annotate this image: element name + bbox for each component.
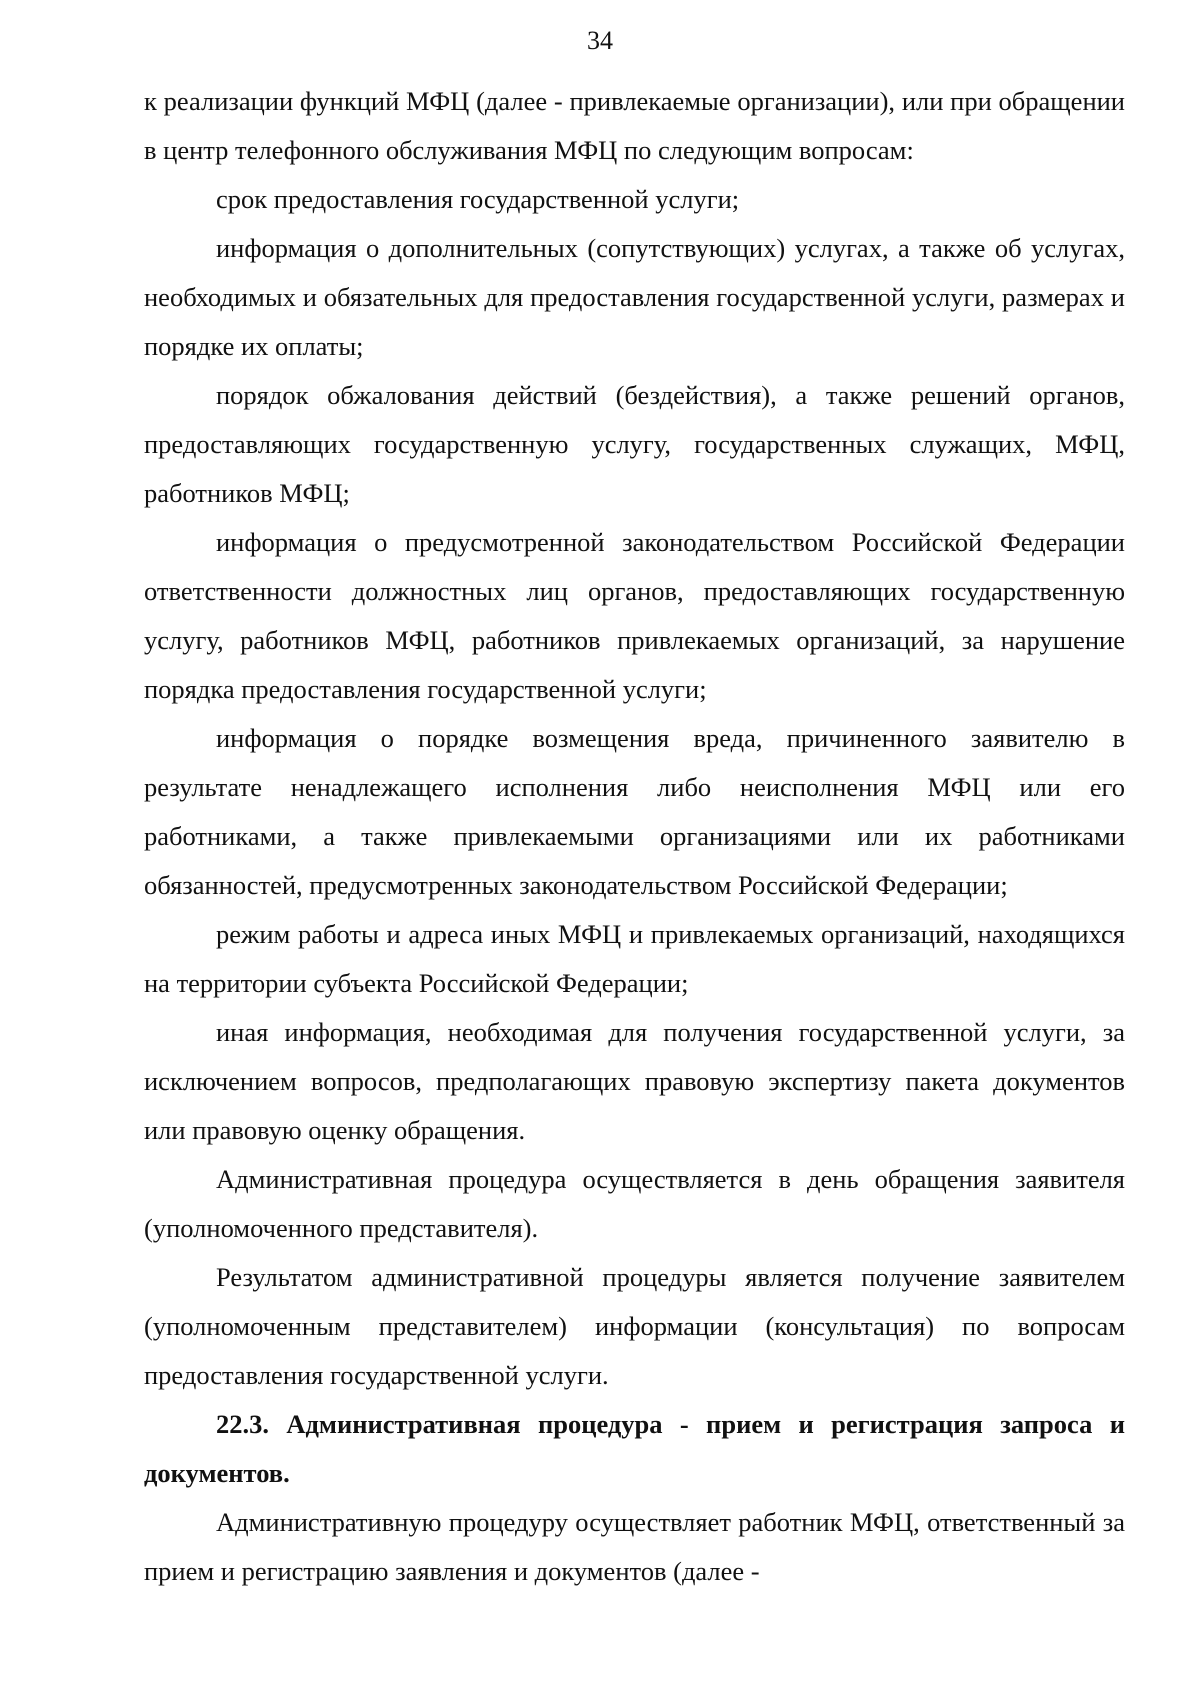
- paragraph-procedure-result: Результатом административной процедуры является получение заявителем (уполномоченным представителем) информации (консультация) по вопросам предоставления государственной услуги.: [144, 1262, 1125, 1390]
- page-body: [144, 77, 1125, 1596]
- paragraph-work-schedule: режим работы и адреса иных МФЦ и привлекаемых организаций, находящихся на территории субъекта Российской Федерации;: [144, 919, 1125, 998]
- paragraph-liability: информация о предусмотренной законодательством Российской Федерации ответственности должностных лиц органов, предоставляющих государственную услугу, работников МФЦ, работников привлекаемых организаций, за нарушение порядка предоставления государственной услуги;: [144, 527, 1125, 704]
- paragraph-appeal-procedure: порядок обжалования действий (бездействия), а также решений органов, предоставляющих государственную услугу, государственных служащих, МФЦ, работников МФЦ;: [144, 380, 1125, 508]
- paragraph-procedure-performer: Административную процедуру осуществляет работник МФЦ, ответственный за прием и регистрацию заявления и документов (далее -: [144, 1507, 1125, 1586]
- section-heading-22-3: 22.3. Административная процедура - прием и регистрация запроса и документов.: [144, 1409, 1125, 1488]
- paragraph-damage-compensation: информация о порядке возмещения вреда, причиненного заявителю в результате ненадлежащего исполнения либо неисполнения МФЦ или его работниками, а также привлекаемыми организациями или их работниками обязанностей, предусмотренных законодательством Российской Федерации;: [144, 723, 1125, 900]
- paragraph-procedure-day: Административная процедура осуществляется в день обращения заявителя (уполномоченного представителя).: [144, 1164, 1125, 1243]
- paragraph-additional-services: информация о дополнительных (сопутствующих) услугах, а также об услугах, необходимых и обязательных для предоставления государственной услуги, размерах и порядке их оплаты;: [144, 233, 1125, 361]
- paragraph-service-term: срок предоставления государственной услуги;: [216, 184, 740, 214]
- page-number: 34: [587, 26, 613, 55]
- paragraph-continuation: к реализации функций МФЦ (далее - привлекаемые организации), или при обращении в центр телефонного обслуживания МФЦ по следующим вопросам:: [144, 86, 1125, 165]
- paragraph-other-information: иная информация, необходимая для получения государственной услуги, за исключением вопросов, предполагающих правовую экспертизу пакета документов или правовую оценку обращения.: [144, 1017, 1125, 1145]
